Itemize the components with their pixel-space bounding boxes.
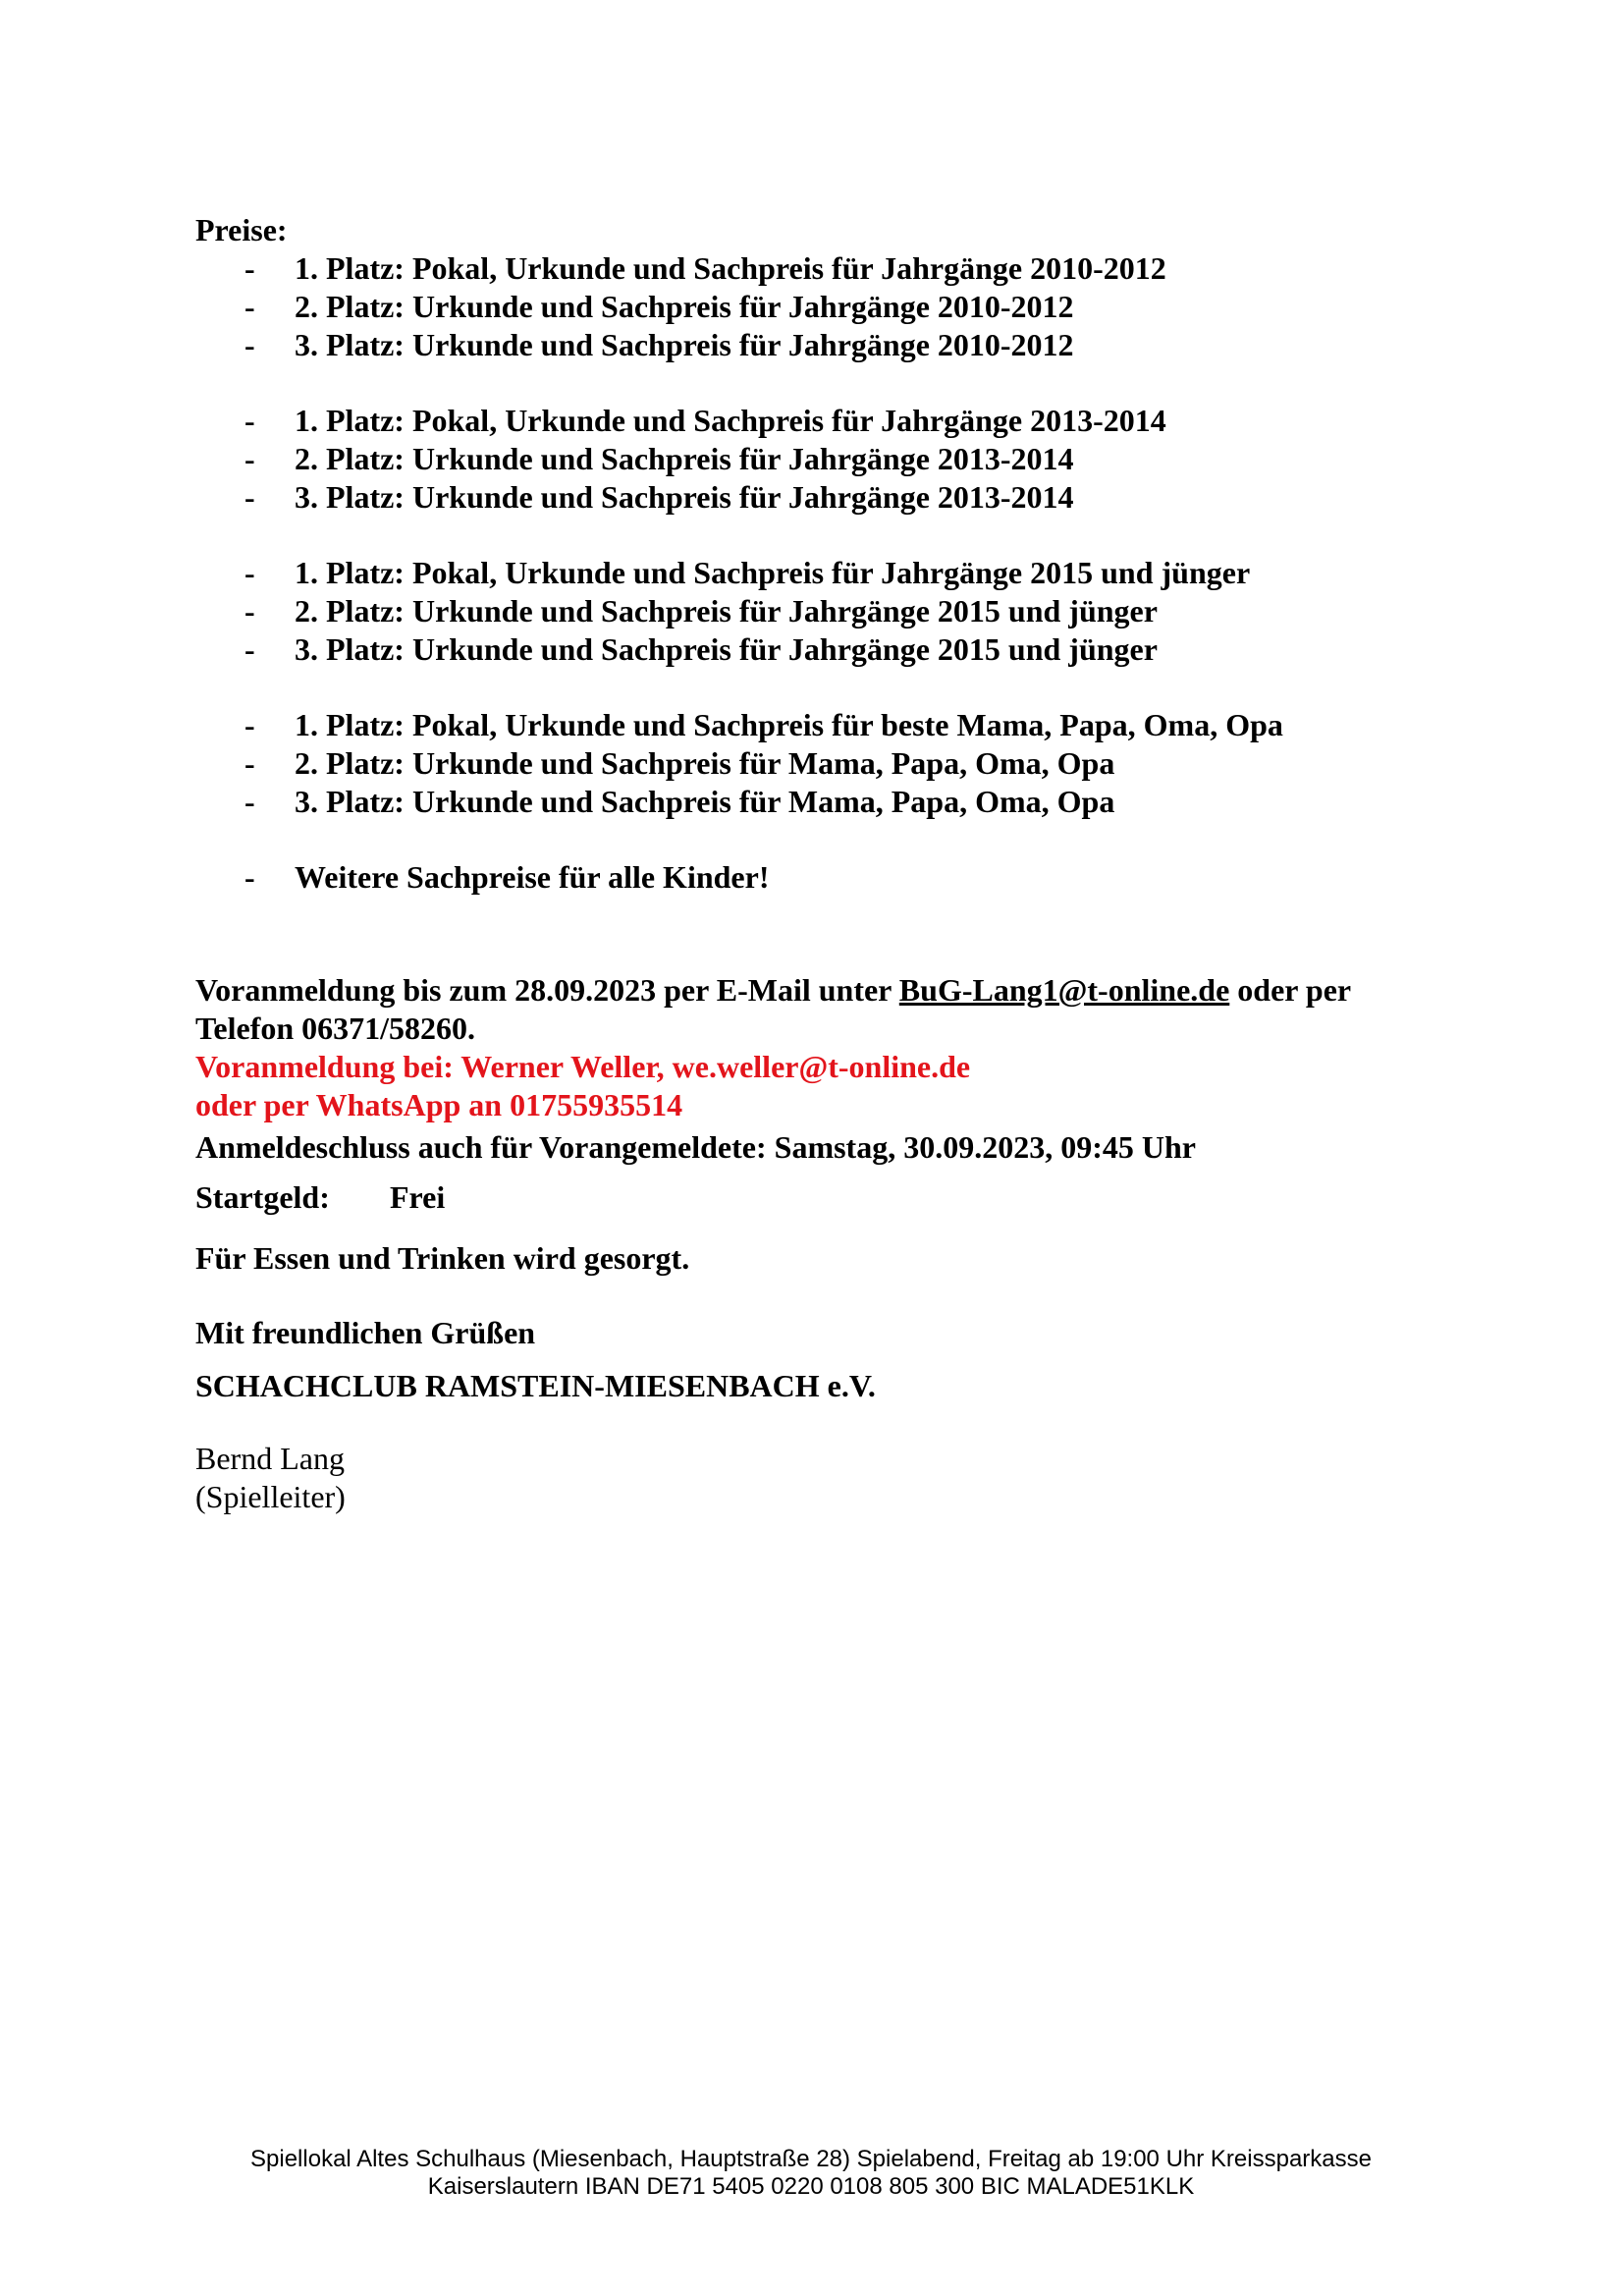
club-name: SCHACHCLUB RAMSTEIN-MIESENBACH e.V. bbox=[195, 1368, 876, 1403]
bullet-dash: - bbox=[244, 631, 255, 667]
prize-item bbox=[195, 402, 1472, 440]
prize-item bbox=[195, 744, 1472, 783]
registration-deadline: Anmeldeschluss auch für Vorangemeldete: Samstag, 30.09.2023, 09:45 Uhr bbox=[195, 1129, 1196, 1165]
closing-greeting: Mit freundlichen Grüßen bbox=[195, 1315, 536, 1350]
prize-item bbox=[195, 630, 1472, 669]
bullet-dash: - bbox=[244, 441, 255, 476]
registration-line-2: Telefon 06371/58260. bbox=[195, 1011, 476, 1046]
prize-text: 3. Platz: Urkunde und Sachpreis für Jahrgänge 2015 und jünger bbox=[295, 631, 1158, 667]
prize-text: Weitere Sachpreise für alle Kinder! bbox=[295, 859, 770, 895]
signer-block bbox=[195, 1440, 1472, 1516]
prize-group-2013-2014 bbox=[195, 402, 1472, 517]
bullet-dash: - bbox=[244, 784, 255, 819]
prize-item bbox=[195, 554, 1472, 592]
bullet-dash: - bbox=[244, 479, 255, 515]
entry-fee-label: Startgeld: bbox=[195, 1179, 330, 1215]
prizes-heading: Preise: bbox=[195, 212, 288, 247]
prize-text: 1. Platz: Pokal, Urkunde und Sachpreis für Jahrgänge 2015 und jünger bbox=[295, 555, 1251, 590]
signer-name: Bernd Lang bbox=[195, 1441, 345, 1476]
prize-text: 1. Platz: Pokal, Urkunde und Sachpreis für beste Mama, Papa, Oma, Opa bbox=[295, 707, 1283, 742]
prize-group-2010-2012 bbox=[195, 249, 1472, 364]
entry-fee-value: Frei bbox=[390, 1179, 446, 1215]
bullet-dash: - bbox=[244, 289, 255, 324]
prize-text: 3. Platz: Urkunde und Sachpreis für Jahrgänge 2013-2014 bbox=[295, 479, 1074, 515]
prize-text: 1. Platz: Pokal, Urkunde und Sachpreis für Jahrgänge 2013-2014 bbox=[295, 403, 1166, 438]
prize-item bbox=[195, 288, 1472, 326]
bullet-dash: - bbox=[244, 250, 255, 286]
page-footer bbox=[0, 2146, 1622, 2201]
prize-text: 2. Platz: Urkunde und Sachpreis für Jahrgänge 2013-2014 bbox=[295, 441, 1074, 476]
prize-text: 3. Platz: Urkunde und Sachpreis für Jahrgänge 2010-2012 bbox=[295, 327, 1074, 362]
prize-item bbox=[195, 478, 1472, 517]
footer-line-2: Kaiserslautern IBAN DE71 5405 0220 0108 805 300 BIC MALADE51KLK bbox=[427, 2173, 1195, 2200]
registration-text: oder per bbox=[1229, 972, 1352, 1008]
registration-info bbox=[195, 971, 1472, 1124]
prize-text: 3. Platz: Urkunde und Sachpreis für Mama, Papa, Oma, Opa bbox=[295, 784, 1115, 819]
prize-item bbox=[195, 592, 1472, 630]
prize-text: 2. Platz: Urkunde und Sachpreis für Jahrgänge 2010-2012 bbox=[295, 289, 1074, 324]
bullet-dash: - bbox=[244, 327, 255, 362]
registration-text: Voranmeldung bis zum 28.09.2023 per E-Mail unter bbox=[195, 972, 899, 1008]
prize-text: 2. Platz: Urkunde und Sachpreis für Mama, Papa, Oma, Opa bbox=[295, 745, 1115, 781]
signer-role: (Spielleiter) bbox=[195, 1479, 346, 1514]
prize-group-extra bbox=[195, 858, 1472, 897]
footer-line-1: Spiellokal Altes Schulhaus (Miesenbach, Hauptstraße 28) Spielabend, Freitag ab 19:00 Uhr Kreissparkasse bbox=[250, 2146, 1372, 2172]
prize-group-2015-younger bbox=[195, 554, 1472, 669]
registration-whatsapp-red: oder per WhatsApp an 01755935514 bbox=[195, 1087, 683, 1122]
registration-line-1 bbox=[195, 971, 1472, 1010]
letter-body bbox=[195, 211, 1472, 1516]
prize-text: 2. Platz: Urkunde und Sachpreis für Jahrgänge 2015 und jünger bbox=[295, 593, 1158, 629]
prize-item bbox=[195, 858, 1472, 897]
entry-fee bbox=[195, 1178, 1472, 1217]
prize-item bbox=[195, 706, 1472, 744]
registration-contact-red: Voranmeldung bei: Werner Weller, we.weller@t-online.de bbox=[195, 1049, 971, 1084]
food-note: Für Essen und Trinken wird gesorgt. bbox=[195, 1240, 690, 1276]
prize-item bbox=[195, 783, 1472, 821]
bullet-dash: - bbox=[244, 707, 255, 742]
email-link[interactable]: BuG-Lang1@t-online.de bbox=[898, 972, 1230, 1008]
bullet-dash: - bbox=[244, 593, 255, 629]
prize-text: 1. Platz: Pokal, Urkunde und Sachpreis für Jahrgänge 2010-2012 bbox=[295, 250, 1166, 286]
prize-item bbox=[195, 440, 1472, 478]
bullet-dash: - bbox=[244, 555, 255, 590]
bullet-dash: - bbox=[244, 403, 255, 438]
bullet-dash: - bbox=[244, 745, 255, 781]
bullet-dash: - bbox=[244, 859, 255, 895]
prize-item bbox=[195, 249, 1472, 288]
prize-item bbox=[195, 326, 1472, 364]
prize-group-parents bbox=[195, 706, 1472, 821]
